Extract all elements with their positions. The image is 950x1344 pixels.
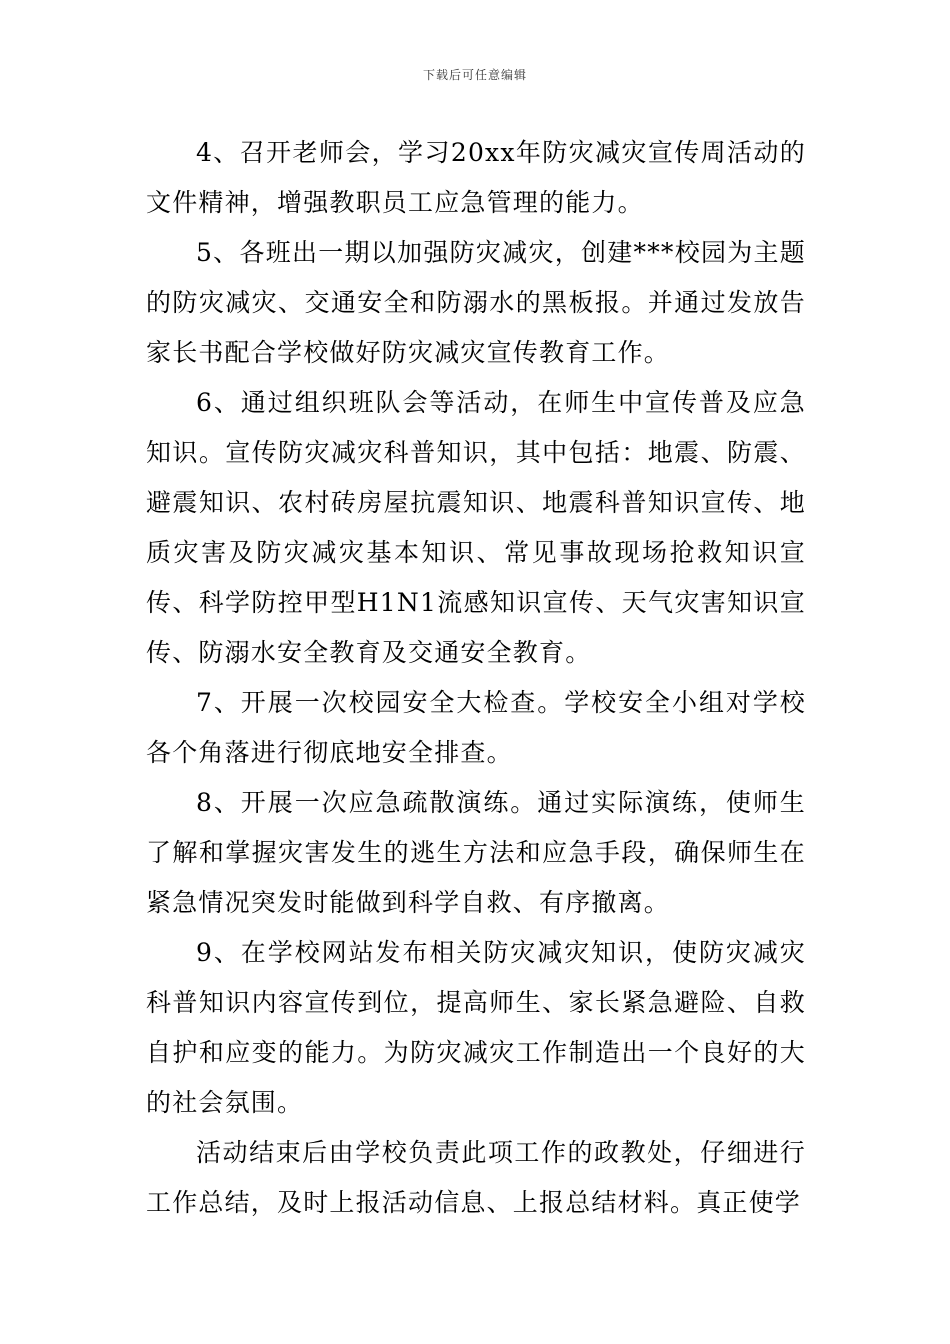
- paragraph-item-4: 4、召开老师会，学习20xx年防灾减灾宣传周活动的文件精神，增强教职员工应急管理的能力。: [146, 138, 806, 217]
- page-header: 下载后可任意编辑: [422, 68, 527, 82]
- paragraph-summary: 活动结束后由学校负责此项工作的政教处，仔细进行工作总结，及时上报活动信息、上报总结材料。真正使学: [146, 1138, 806, 1217]
- document-body: [146, 128, 806, 1228]
- paragraph-item-6: 6、通过组织班队会等活动，在师生中宣传普及应急知识。宣传防灾减灾科普知识，其中包括：地震、防震、避震知识、农村砖房屋抗震知识、地震科普知识宣传、地质灾害及防灾减灾基本知识、常见事故现场抢救知识宣传、科学防控甲型H1N1流感知识宣传、天气灾害知识宣传、防溺水安全教育及交通安全教育。: [146, 388, 806, 667]
- paragraph-item-7: 7、开展一次校园安全大检查。学校安全小组对学校各个角落进行彻底地安全排查。: [146, 688, 806, 767]
- paragraph-item-5: 5、各班出一期以加强防灾减灾，创建***校园为主题的防灾减灾、交通安全和防溺水的黑板报。并通过发放告家长书配合学校做好防灾减灾宣传教育工作。: [146, 238, 806, 367]
- paragraph-item-8: 8、开展一次应急疏散演练。通过实际演练，使师生了解和掌握灾害发生的逃生方法和应急手段，确保师生在紧急情况突发时能做到科学自救、有序撤离。: [146, 788, 806, 917]
- paragraph-item-9: 9、在学校网站发布相关防灾减灾知识，使防灾减灾科普知识内容宣传到位，提高师生、家长紧急避险、自救自护和应变的能力。为防灾减灾工作制造出一个良好的大的社会氛围。: [146, 938, 806, 1117]
